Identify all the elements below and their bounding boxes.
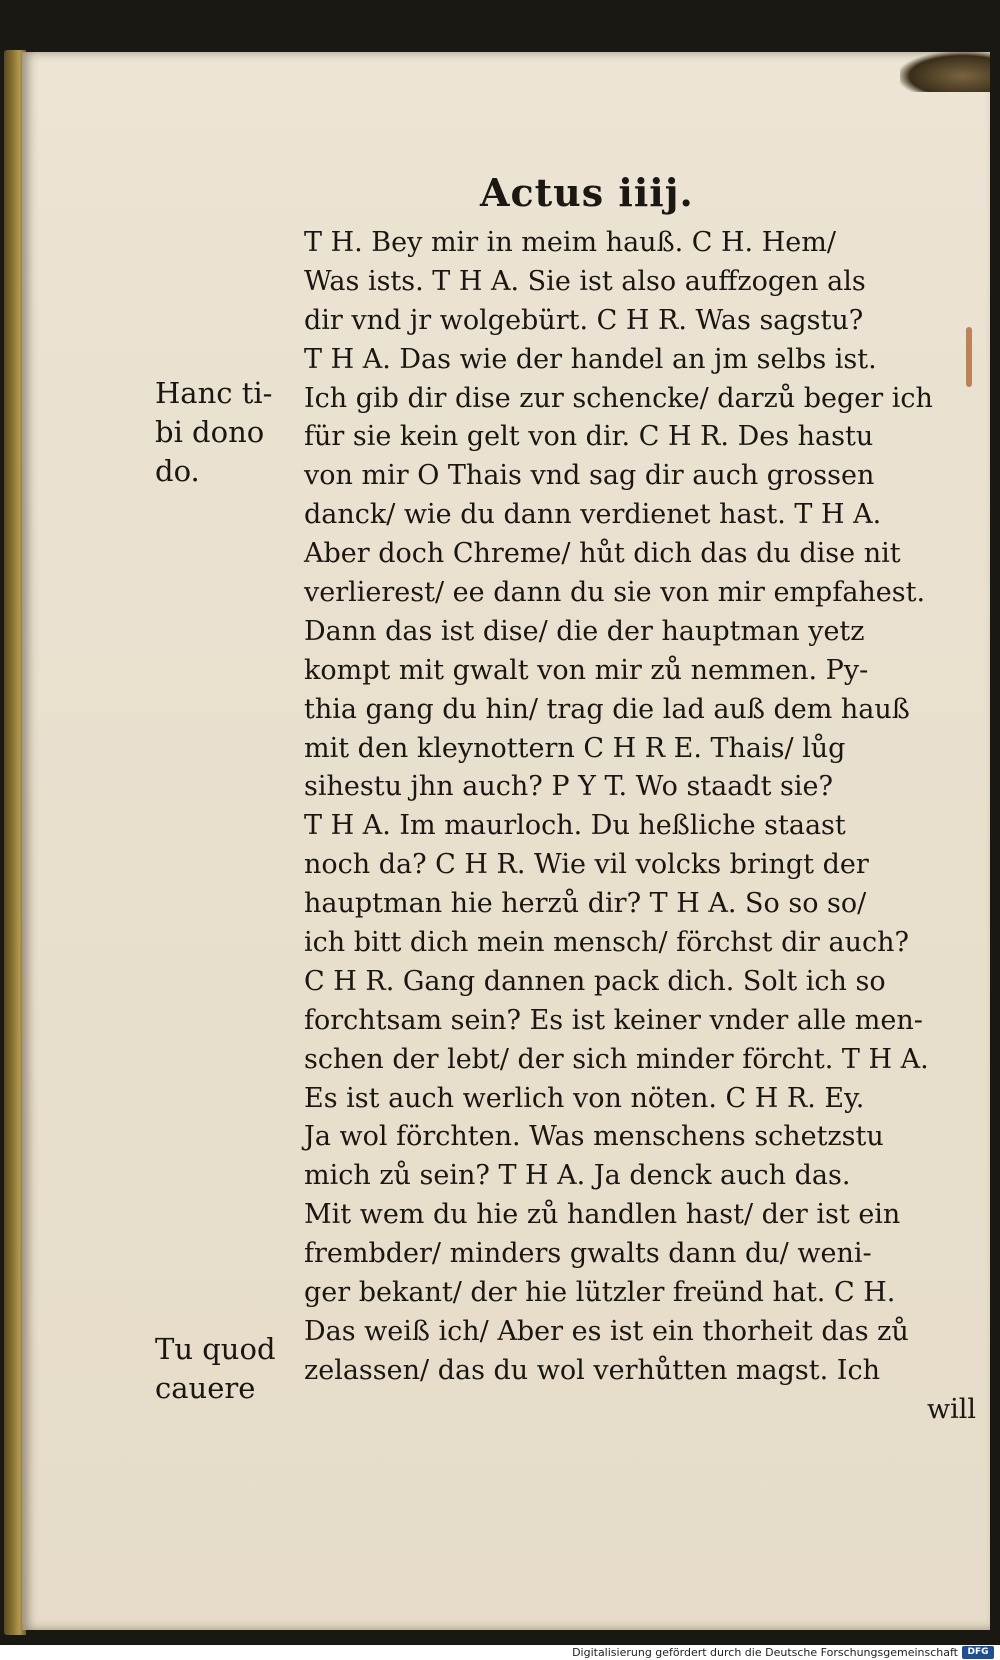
text-line: T H A. Das wie der handel an jm selbs ist. (304, 343, 877, 375)
text-line: schen der lebt/ der sich minder förcht. T H A. (304, 1043, 929, 1075)
text-line: hauptman hie herzů dir? T H A. So so so/ (304, 888, 867, 920)
text-line: T H A. Im maurloch. Du heßliche staast (304, 810, 846, 842)
text-line: Aber doch Chreme/ hůt dich das du dise nit (304, 538, 901, 570)
margin-note-1-line: do. (155, 454, 200, 488)
text-line: Mit wem du hie zů handlen hast/ der ist ein (304, 1199, 901, 1231)
text-line: mich zů sein? T H A. Ja denck auch das. (304, 1160, 851, 1192)
text-line: frembder/ minders gwalts dann du/ weni- (304, 1238, 872, 1270)
funding-credit: Digitalisierung gefördert durch die Deutsche Forschungsgemeinschaft (572, 1646, 958, 1659)
text-line: von mir O Thais vnd sag dir auch grossen (304, 460, 875, 492)
worn-corner (900, 52, 990, 92)
margin-note-1 (155, 374, 272, 491)
text-line: mit den kleynottern C H R E. Thais/ lůg (304, 732, 846, 764)
margin-note-1-line: Hanc ti- (155, 376, 273, 410)
text-line: verlierest/ ee dann du sie von mir empfahest. (304, 577, 926, 609)
text-line: forchtsam sein? Es ist keiner vnder alle men- (304, 1004, 923, 1036)
text-line: sihestu jhn auch? P Y T. Wo staadt sie? (304, 771, 834, 803)
text-line: Ich gib dir dise zur schencke/ darzů beger ich (304, 382, 933, 414)
margin-note-2 (155, 1330, 276, 1408)
text-line: Das weiß ich/ Aber es ist ein thorheit das zů (304, 1315, 909, 1347)
text-line: Ja wol förchten. Was menschens schetzstu (304, 1121, 884, 1153)
margin-note-1-line: bi dono (155, 415, 265, 449)
text-line: ger bekant/ der hie lützler freünd hat. C H. (304, 1277, 896, 1309)
text-line: zelassen/ das du wol verhůtten magst. Ich (304, 1354, 880, 1386)
margin-note-2-line: cauere (155, 1371, 256, 1405)
page-heading: Actus iiij. (480, 170, 694, 215)
catchword: will (926, 1393, 976, 1425)
footer-bar (0, 1645, 1000, 1660)
text-line: ich bitt dich mein mensch/ förchst dir auch? (304, 927, 909, 959)
text-line: Was ists. T H A. Sie ist also auffzogen als (304, 265, 866, 297)
dfg-logo: DFG (962, 1646, 994, 1659)
text-line: C H R. Gang dannen pack dich. Solt ich so (304, 965, 886, 997)
body-text (304, 224, 984, 1430)
text-line: thia gang du hin/ trag die lad auß dem hauß (304, 693, 910, 725)
text-line: T H. Bey mir in meim hauß. C H. Hem/ (304, 227, 836, 258)
text-line: noch da? C H R. Wie vil volcks bringt der (304, 849, 869, 881)
text-line: Es ist auch werlich von nöten. C H R. Ey. (304, 1082, 865, 1114)
text-line: kompt mit gwalt von mir zů nemmen. Py- (304, 654, 869, 686)
text-line: dir vnd jr wolgebürt. C H R. Was sagstu? (304, 304, 864, 336)
margin-note-2-line: Tu quod (155, 1332, 276, 1366)
text-line: danck/ wie du dann verdienet hast. T H A. (304, 499, 882, 531)
text-line: Dann das ist dise/ die der hauptman yetz (304, 615, 865, 647)
text-line: für sie kein gelt von dir. C H R. Des hastu (304, 421, 874, 453)
